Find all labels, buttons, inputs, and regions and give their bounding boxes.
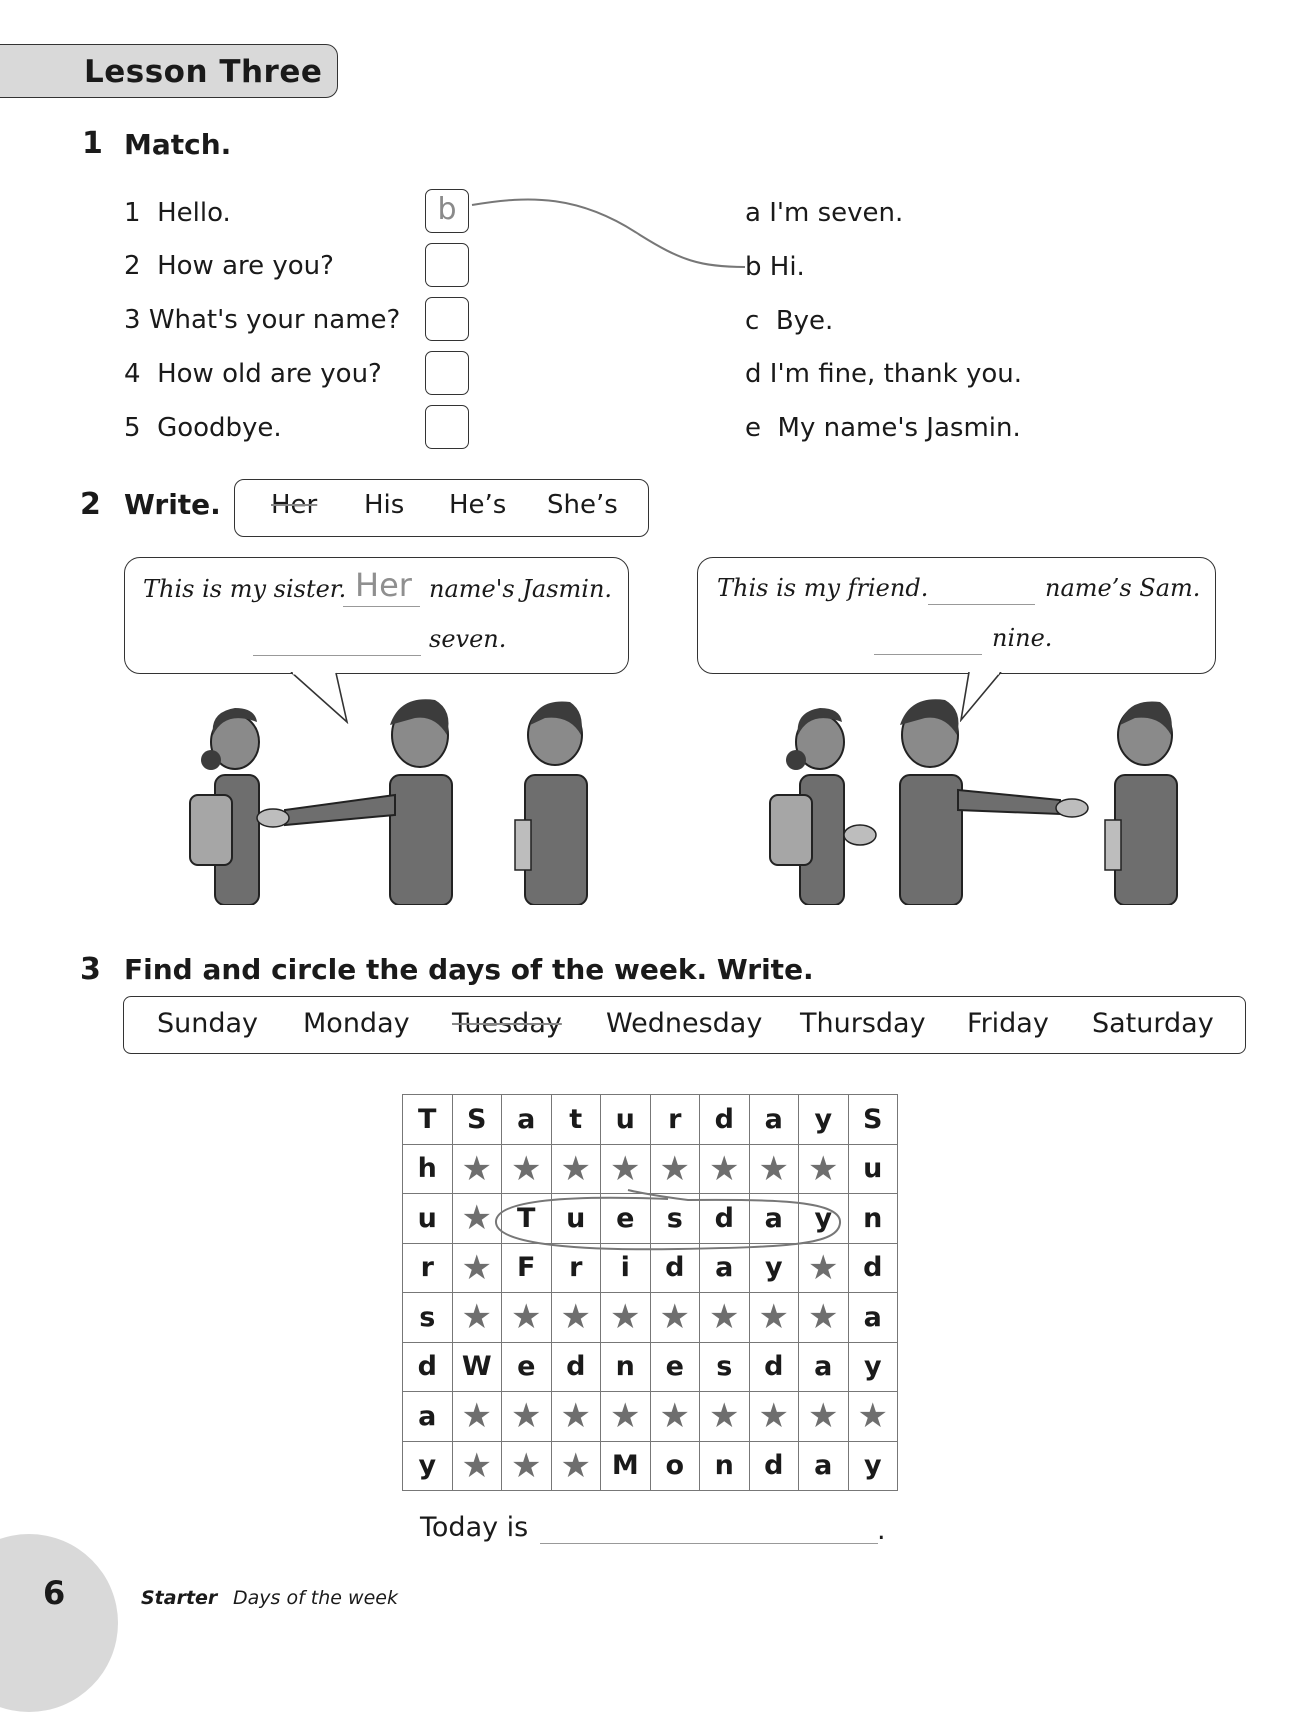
grid-cell-letter[interactable]: n — [601, 1342, 651, 1392]
star-icon: ★ — [461, 1297, 492, 1338]
star-icon: ★ — [758, 1396, 789, 1437]
star-icon: ★ — [709, 1148, 740, 1189]
response-c — [745, 306, 833, 336]
illustration-children-left — [185, 690, 625, 905]
question-2 — [124, 251, 334, 281]
response-text: Hi. — [769, 252, 805, 282]
answer-box-1[interactable]: b — [425, 189, 469, 233]
bubble-1-blank-1[interactable] — [343, 606, 420, 607]
footer-unit: Starter — [141, 1587, 218, 1609]
bubble-1-answer-1[interactable]: Her — [355, 566, 412, 604]
grid-cell-star[interactable] — [749, 1392, 799, 1442]
star-icon: ★ — [461, 1148, 492, 1189]
star-icon: ★ — [511, 1445, 542, 1486]
star-icon: ★ — [461, 1445, 492, 1486]
grid-cell-letter[interactable]: d — [650, 1243, 700, 1293]
grid-cell-letter[interactable]: s — [650, 1194, 700, 1244]
page-number: 6 — [43, 1574, 66, 1612]
today-period: . — [877, 1515, 886, 1546]
grid-cell-letter[interactable]: h — [403, 1144, 453, 1194]
grid-cell-letter[interactable]: s — [403, 1293, 453, 1343]
response-letter: d — [745, 359, 762, 389]
response-letter: a — [745, 198, 761, 228]
question-num: 1 — [124, 198, 141, 228]
grid-cell-star[interactable] — [452, 1293, 502, 1343]
day-monday: Monday — [303, 1008, 410, 1039]
response-text: My name's Jasmin. — [777, 413, 1021, 443]
answer-box-5[interactable] — [425, 405, 469, 449]
day-tuesday: Tuesday — [452, 1008, 562, 1039]
star-icon: ★ — [610, 1396, 641, 1437]
grid-cell-letter[interactable]: d — [848, 1243, 898, 1293]
grid-cell-letter[interactable]: n — [700, 1441, 750, 1491]
star-icon: ★ — [808, 1148, 839, 1189]
star-icon: ★ — [659, 1396, 690, 1437]
exercise-1-title: Match. — [124, 128, 232, 161]
boy-figure-2 — [515, 701, 587, 905]
word-bank-shes: She’s — [547, 490, 618, 520]
word-search-grid[interactable] — [402, 1094, 898, 1491]
grid-cell-letter[interactable]: o — [650, 1441, 700, 1491]
grid-cell-letter[interactable]: t — [551, 1095, 601, 1145]
grid-cell-letter[interactable]: i — [601, 1243, 651, 1293]
question-1 — [124, 198, 231, 228]
bubble-1-blank-2[interactable] — [253, 655, 421, 656]
grid-cell-letter[interactable]: d — [551, 1342, 601, 1392]
star-icon: ★ — [610, 1297, 641, 1338]
star-icon: ★ — [659, 1297, 690, 1338]
response-a — [745, 198, 903, 228]
grid-cell-star[interactable] — [700, 1392, 750, 1442]
grid-cell-letter[interactable]: a — [799, 1342, 849, 1392]
star-icon: ★ — [610, 1148, 641, 1189]
boy-figure-2 — [1105, 701, 1177, 905]
star-icon: ★ — [511, 1396, 542, 1437]
grid-cell-letter[interactable]: a — [749, 1095, 799, 1145]
star-icon: ★ — [560, 1297, 591, 1338]
question-4 — [124, 359, 382, 389]
question-text: How old are you? — [157, 359, 382, 389]
grid-cell-letter[interactable]: d — [749, 1441, 799, 1491]
exercise-1-number: 1 — [82, 126, 103, 161]
word-bank-her: Her — [271, 490, 318, 520]
grid-cell-letter[interactable]: S — [848, 1095, 898, 1145]
grid-cell-star[interactable] — [650, 1392, 700, 1442]
grid-cell-letter[interactable]: y — [403, 1441, 453, 1491]
bubble-1-line2-suffix: seven. — [429, 625, 507, 653]
grid-cell-letter[interactable]: a — [799, 1441, 849, 1491]
grid-row — [403, 1293, 898, 1343]
bubble-2-line1-suffix: name’s Sam. — [1045, 574, 1201, 602]
bubble-2-line2-suffix: nine. — [992, 624, 1053, 652]
grid-cell-letter[interactable]: y — [799, 1095, 849, 1145]
grid-cell-letter[interactable]: T — [403, 1095, 453, 1145]
day-thursday: Thursday — [800, 1008, 926, 1039]
grid-cell-letter[interactable]: d — [403, 1342, 453, 1392]
exercise-2-number: 2 — [80, 487, 101, 522]
star-icon: ★ — [511, 1148, 542, 1189]
question-text: What's your name? — [148, 305, 401, 335]
grid-cell-letter[interactable]: e — [601, 1194, 651, 1244]
grid-cell-letter[interactable]: u — [403, 1194, 453, 1244]
response-letter: c — [745, 306, 760, 336]
exercise-3-number: 3 — [80, 952, 101, 987]
grid-cell-letter[interactable]: a — [502, 1095, 552, 1145]
response-text: I'm seven. — [769, 198, 904, 228]
grid-cell-letter[interactable]: a — [848, 1293, 898, 1343]
grid-cell-star[interactable] — [452, 1392, 502, 1442]
grid-cell-star[interactable] — [799, 1392, 849, 1442]
illustration-children-right — [760, 690, 1200, 905]
grid-cell-letter[interactable]: a — [403, 1392, 453, 1442]
question-num: 5 — [124, 413, 141, 443]
answer-box-4[interactable] — [425, 351, 469, 395]
response-text: Bye. — [775, 306, 834, 336]
grid-cell-letter[interactable]: r — [650, 1095, 700, 1145]
bubble-2-blank-1[interactable] — [928, 604, 1035, 605]
grid-cell-letter[interactable]: s — [700, 1342, 750, 1392]
question-text: How are you? — [157, 251, 334, 281]
star-icon: ★ — [461, 1396, 492, 1437]
answer-box-2[interactable] — [425, 243, 469, 287]
question-num: 3 — [124, 305, 141, 335]
question-5 — [124, 413, 282, 443]
star-icon: ★ — [758, 1297, 789, 1338]
star-icon: ★ — [461, 1247, 492, 1288]
star-icon: ★ — [857, 1396, 888, 1437]
star-icon: ★ — [758, 1148, 789, 1189]
grid-cell-letter[interactable]: e — [650, 1342, 700, 1392]
bubble-1-line1-prefix: This is my sister. — [143, 575, 347, 603]
grid-cell-star[interactable] — [601, 1293, 651, 1343]
grid-cell-letter[interactable]: W — [452, 1342, 502, 1392]
question-num: 2 — [124, 251, 141, 281]
grid-cell-star[interactable] — [502, 1392, 552, 1442]
grid-cell-star[interactable] — [749, 1293, 799, 1343]
grid-cell-letter[interactable]: a — [749, 1194, 799, 1244]
day-wednesday: Wednesday — [606, 1008, 763, 1039]
grid-cell-letter[interactable]: y — [848, 1342, 898, 1392]
grid-cell-star[interactable] — [502, 1293, 552, 1343]
answer-box-3[interactable] — [425, 297, 469, 341]
grid-cell-letter[interactable]: e — [502, 1342, 552, 1392]
day-friday: Friday — [967, 1008, 1049, 1039]
grid-cell-letter[interactable]: y — [749, 1243, 799, 1293]
question-num: 4 — [124, 359, 141, 389]
word-bank-his: His — [364, 490, 405, 520]
girl-figure — [190, 708, 259, 905]
star-icon: ★ — [461, 1198, 492, 1239]
grid-cell-star[interactable] — [848, 1392, 898, 1442]
grid-cell-star[interactable] — [700, 1293, 750, 1343]
grid-cell-letter[interactable]: u — [551, 1194, 601, 1244]
star-icon: ★ — [709, 1297, 740, 1338]
today-label: Today is — [420, 1512, 529, 1543]
response-text: I'm fine, thank you. — [769, 359, 1023, 389]
match-line — [470, 195, 750, 280]
day-sunday: Sunday — [157, 1008, 259, 1039]
star-icon: ★ — [808, 1297, 839, 1338]
today-answer-blank[interactable] — [540, 1543, 878, 1544]
word-bank-hes: He’s — [449, 490, 507, 520]
boy-figure-1 — [257, 699, 452, 905]
response-letter: b — [745, 252, 762, 282]
grid-cell-letter[interactable]: a — [700, 1243, 750, 1293]
question-3 — [124, 305, 400, 335]
grid-cell-letter[interactable]: S — [452, 1095, 502, 1145]
star-icon: ★ — [808, 1396, 839, 1437]
tuesday-circle — [488, 1185, 848, 1255]
grid-row — [403, 1342, 898, 1392]
grid-cell-star[interactable] — [551, 1293, 601, 1343]
grid-cell-star[interactable] — [452, 1441, 502, 1491]
response-e — [745, 413, 1021, 443]
question-text: Hello. — [157, 198, 231, 228]
star-icon: ★ — [511, 1297, 542, 1338]
grid-cell-star[interactable] — [502, 1441, 552, 1491]
grid-cell-letter[interactable]: M — [601, 1441, 651, 1491]
grid-cell-letter[interactable]: F — [502, 1243, 552, 1293]
page-number-tab — [0, 1534, 118, 1712]
grid-cell-letter[interactable]: y — [848, 1441, 898, 1491]
grid-cell-letter[interactable]: y — [799, 1194, 849, 1244]
grid-cell-star[interactable] — [551, 1392, 601, 1442]
bubble-2-blank-2[interactable] — [874, 654, 982, 655]
girl-figure — [770, 708, 844, 905]
exercise-3-title: Find and circle the days of the week. Write. — [124, 953, 814, 986]
star-icon: ★ — [560, 1445, 591, 1486]
response-b — [745, 252, 805, 282]
bubble-2-line1-prefix: This is my friend. — [717, 574, 929, 602]
grid-row — [403, 1441, 898, 1491]
star-icon: ★ — [560, 1396, 591, 1437]
question-text: Goodbye. — [157, 413, 282, 443]
grid-cell-letter[interactable]: u — [848, 1144, 898, 1194]
footer-topic: Days of the week — [233, 1587, 398, 1609]
grid-cell-star[interactable] — [551, 1441, 601, 1491]
exercise-2-title: Write. — [124, 488, 221, 521]
grid-cell-star[interactable] — [799, 1293, 849, 1343]
grid-cell-letter[interactable]: d — [700, 1194, 750, 1244]
grid-cell-letter[interactable]: T — [502, 1194, 552, 1244]
boy-figure-1 — [844, 699, 1088, 905]
response-letter: e — [745, 413, 761, 443]
grid-cell-letter[interactable]: d — [700, 1095, 750, 1145]
grid-cell-letter[interactable]: r — [403, 1243, 453, 1293]
grid-row — [403, 1392, 898, 1442]
grid-cell-star[interactable] — [601, 1392, 651, 1442]
lesson-title: Lesson Three — [84, 54, 323, 90]
grid-cell-letter[interactable]: u — [601, 1095, 651, 1145]
day-saturday: Saturday — [1092, 1008, 1214, 1039]
star-icon: ★ — [560, 1148, 591, 1189]
grid-cell-letter[interactable]: n — [848, 1194, 898, 1244]
grid-cell-letter[interactable]: r — [551, 1243, 601, 1293]
grid-cell-star[interactable] — [650, 1293, 700, 1343]
star-icon: ★ — [659, 1148, 690, 1189]
grid-cell-letter[interactable]: d — [749, 1342, 799, 1392]
response-d — [745, 359, 1022, 389]
grid-row — [403, 1095, 898, 1145]
star-icon: ★ — [808, 1247, 839, 1288]
star-icon: ★ — [709, 1396, 740, 1437]
bubble-1-line1-suffix: name's Jasmin. — [429, 575, 613, 603]
